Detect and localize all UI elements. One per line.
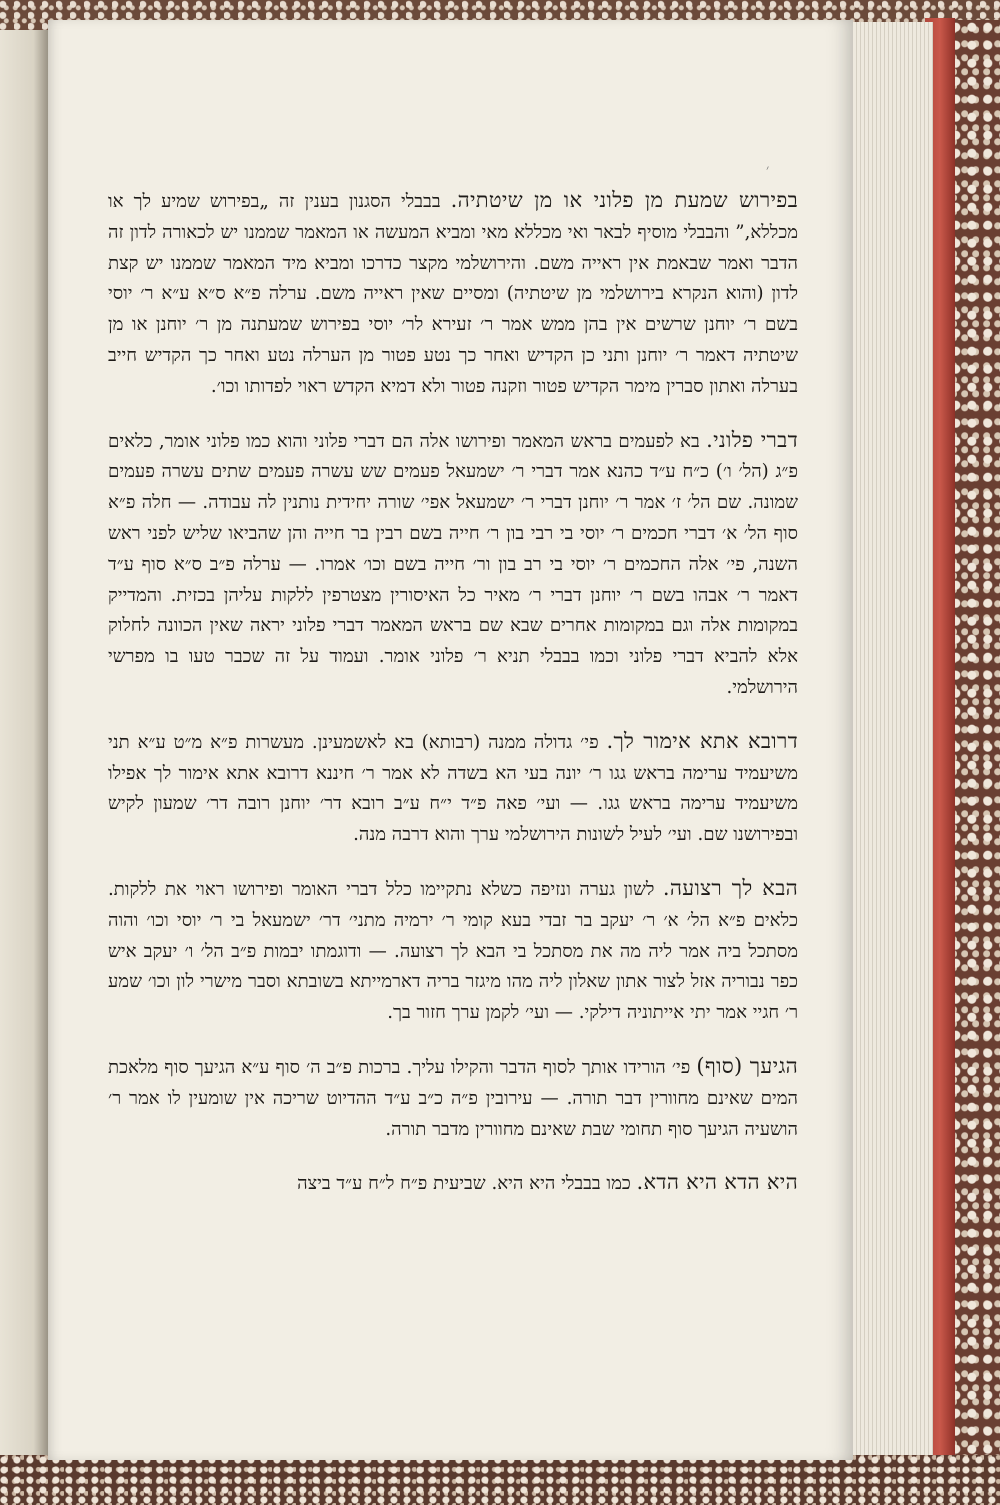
entry-heading: דברי פלוני. [706, 427, 798, 452]
book-edge-bottom [0, 1455, 1000, 1505]
page-mark: ׳ [766, 162, 770, 178]
entry-body: פי׳ גדולה ממנה (רבותא) בא לאשמעינן. מעשרות פ״א מ״ט ע״א תני משיעמיד ערימה בראש גגו ר׳ יונה בעי הא בשדה לא אמר ר׳ חיננא דרובא אתא אימור לך אפילו משיעמיד ערימה בראש גגו. — ועי׳ פאה פ״ד י״ח ע״ב רובא דר׳ יוחנן רובה דר׳ שמעון לקיש ובפירושנו שם. ועי׳ לעיל לשונות הירושלמי ערך והוא דרבה מנה. [108, 731, 798, 846]
entry-paragraph [108, 873, 798, 1029]
entry-heading: היא הדא היא הדא. [636, 1170, 798, 1195]
entry-paragraph [108, 425, 798, 704]
entry-paragraph [108, 185, 798, 403]
entry-heading: הבא לך רצועה. [662, 875, 798, 900]
entry-heading: הגיעך (סוף) [696, 1053, 798, 1078]
entry-body: בבבלי הסגנון בענין זה „בפירוש שמיע לך או מכללא,” והבבלי מוסיף לבאר ואי מכללא מאי ומביא המעשה או המאמר שממנו יש לכאורה לדון זה הדבר ואמר שבאמת אין ראייה משם. והירושלמי מקצר כדרכו ומביא מיד המאמר שממנו יש קצת לדון (והוא הנקרא בירושלמי מן שיטתיה) ומסיים שאין ראייה משם. ערלה פ״א ס״א ע״א ר׳ יוסי בשם ר׳ יוחנן שרשים אין בהן ממש אמר ר׳ זעירא לר׳ יוסי בפירוש שמעתנה מן ר׳ יוחנן או מן שיטתיה דאמר ר׳ יוחנן ותני כן הקדיש ואחר כך נטע פטור מן הערלה נטע ואחר כך הקדיש חייב בערלה ואתון סברין מימר הקדיש פטור וזקנה פטור ולא דמיא הקדש ראוי לפדותו וכו׳. [108, 191, 798, 397]
page-text [108, 185, 798, 1222]
book-page [48, 20, 853, 1460]
entry-paragraph [108, 1167, 798, 1200]
entry-paragraph [108, 1051, 798, 1145]
page-stack [845, 22, 933, 1462]
entry-body: פי׳ הורידו אותך לסוף הדבר והקילו עליך. ברכות פ״ב ה׳ סוף ע״א הגיעך סוף מלאכת המים שאינם מחוורין דבר תורה. — עירובין פ״ה כ״ב ע״ד ההדיוט שריכה אין שומעין לו אמר ר׳ הושעיה הגיעך סוף תחומי שבת שאינם מחוורין מדבר תורה. [108, 1056, 798, 1140]
entry-paragraph [108, 726, 798, 851]
facing-page-edge [0, 30, 48, 1455]
entry-body: לשון גערה ונזיפה כשלא נתקיימו כלל דברי האומר ופירושו ראוי את ללקות. כלאים פ״א הל׳ א׳ ר׳ יעקב בר זבדי בעא קומי ר׳ ירמיה מתני׳ דר׳ ישמעאל בי ר׳ יוסי וכו׳ והוה מסתכל ביה אמר ליה מה את מסתכל בי הבא לך רצועה. — ודוגמתו יבמות פ״ב הל׳ ו׳ יעקב איש כפר נבוריה אזל לצור אתון שאלון ליה מהו מיגזר בריה דארמייתא בשובתא וסבר מישרי לון וכו׳ שמע ר׳ חגיי אמר יתי אייתוניה דילקי. — ועי׳ לקמן ערך חזור בך. [108, 878, 798, 1024]
entry-body: כמו בבבלי היא היא. שביעית פ״ח ל״ח ע״ד ביצה [297, 1173, 637, 1195]
entry-body: בא לפעמים בראש המאמר ופירושו אלה הם דברי פלוני והוא כמו פלוני אומר, כלאים פ״ג (הל׳ ו׳) כ״ח ע״ד כהנא אמר דברי ר׳ ישמעאל פעמים שש עשרה פעמים שתים עשרה פעמים שמונה. שם הל׳ ז׳ אמר ר׳ יוחנן דברי ר׳ ישמעאל אפי׳ שורה יחידית נותנין לה עבודה. — חלה פ״א סוף הל׳ א׳ דברי חכמים ר׳ יוסי בי רבי בון ר׳ חייה בשם רבין בר חייה והן שהביאו שליש לפני ראש השנה, פי׳ אלה החכמים ר׳ יוסי בי רב בון ור׳ חייה בשם וכו׳ אמרו. — ערלה פ״ב ס״א סוף ע״ד דאמר ר׳ אבהו בשם ר׳ יוחנן דברי ר׳ מאיר כל האיסורין מצטרפין ללקות עליהן בכזית. והמדייק במקומות אלה וגם במקומות אחרים שבא שם בראש המאמר דברי פלוני יראה שאין הכוונה לחלוק אלא להביא דברי פלוני וכמו בבבלי תניא ר׳ פלוני אומר. ועמוד על זה שכבר טעו בו מפרשי הירושלמי. [108, 430, 798, 698]
entry-heading: דרובא אתא אימור לך. [606, 728, 798, 753]
entry-heading: בפירוש שמעת מן פלוני או מן שיטתיה. [450, 188, 798, 212]
